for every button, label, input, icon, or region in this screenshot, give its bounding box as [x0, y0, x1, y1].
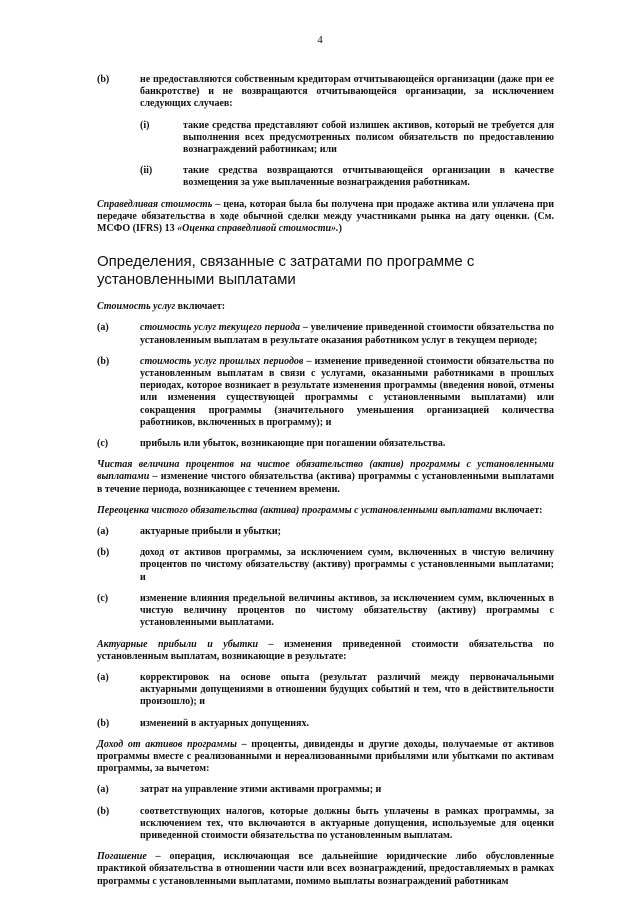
definition-term: Актуарные прибыли и убытки: [97, 638, 259, 650]
service-cost-item-c: [97, 438, 554, 450]
definition-text: – изменения приведенной стоимости обязательства по установленным выплатам, возникающие в результате:: [97, 638, 554, 662]
list-label: (b): [97, 717, 110, 729]
list-label: (b): [97, 355, 110, 367]
list-text: изменений в актуарных допущениях.: [140, 717, 309, 729]
definition-term: Чистая величина процентов на чистое обязательство (актив) программы с установленными выплатами: [97, 459, 554, 483]
remeasurement-intro: [97, 505, 554, 517]
service-cost-item-a: [97, 322, 554, 346]
page-number: 4: [317, 34, 323, 46]
definition-actuarial: [97, 639, 554, 663]
list-item-b: [97, 74, 554, 111]
definition-term: Справедливая стоимость: [97, 198, 213, 210]
list-label: (b): [97, 805, 110, 817]
definition-tail: ): [338, 223, 342, 235]
list-text: актуарные прибыли и убытки;: [140, 526, 281, 538]
list-label: (c): [97, 438, 109, 450]
sublist-text: такие средства возвращаются отчитывающейся организации в качестве возмещения за уже выплаченные вознаграждения работникам.: [183, 165, 554, 189]
definition-text: включает:: [492, 504, 543, 516]
definition-plan-assets-return: [97, 739, 554, 776]
definition-text: – проценты, дивиденды и другие доходы, получаемые от активов программы вместе с реализованными и нереализованными прибылями или убытками по активам программы, за вычетом:: [97, 738, 555, 775]
plan-assets-item-a: [97, 784, 554, 796]
definition-term: Стоимость услуг: [97, 301, 176, 313]
sublist-text: такие средства представляют собой излишек активов, который не требуется для выполнения всех предусмотренных полисом обязательств по предоставлению вознаграждений работникам; или: [183, 119, 554, 156]
list-label: (c): [97, 592, 109, 604]
list-text: затрат на управление этими активами программы; и: [140, 784, 382, 796]
service-cost-intro: [97, 301, 554, 313]
definition-text: – операция, исключающая все дальнейшие юридические либо обусловленные практикой обязательства в отношении части или всех вознаграждений, предоставляемых в рамках программы с установленными выплатами, помимо выплаты вознаграждений работникам: [97, 851, 554, 887]
list-label: (b): [97, 547, 110, 559]
sublist-label: (ii): [140, 165, 153, 177]
plan-assets-item-b: [97, 806, 554, 843]
standard-reference: «Оценка справедливой стоимости».: [177, 223, 339, 235]
definition-text: – цена, которая была бы получена при продаже актива или уплачена при передаче обязательства в ходе обычной сделки между участниками рынка на дату оценки. (См. МСФО (IFRS) 13: [97, 198, 554, 235]
list-text: доход от активов программы, за исключением сумм, включенных в чистую величину процентов по чистому обязательству (активу) программы с установленными выплатами; и: [140, 547, 554, 583]
service-cost-item-b: [97, 356, 554, 429]
list-text: корректировок на основе опыта (результат различий между первоначальными актуарными допущениями в отношении будущих событий и тем, что в действительности произошло); и: [140, 671, 554, 708]
remeasurement-item-b: [97, 547, 554, 584]
sublist-item-ii: [140, 165, 554, 189]
section-heading: Определения, связанные с затратами по программе с установленными выплатами: [97, 253, 475, 289]
definition-term: стоимость услуг текущего периода: [140, 322, 301, 334]
definition-term: стоимость услуг прошлых периодов: [140, 355, 304, 367]
definition-text: включает:: [175, 301, 226, 313]
list-label: (a): [97, 322, 109, 334]
definition-term: Погашение: [97, 851, 147, 863]
remeasurement-item-a: [97, 526, 554, 538]
definition-term: Переоценка чистого обязательства (актива) программы с установленными выплатами: [97, 504, 493, 516]
remeasurement-item-c: [97, 593, 554, 630]
definition-text: – увеличение приведенной стоимости обязательства по установленным выплатам в результате оказания работником услуг в текущем периоде;: [140, 322, 554, 346]
definition-net-interest: [97, 459, 554, 496]
actuarial-item-b: [97, 718, 554, 730]
definition-term: Доход от активов программы: [97, 738, 237, 750]
list-text: не предоставляются собственным кредиторам отчитывающейся организации (даже при ее банкротстве) и не возвращаются отчитывающейся организации, за исключением следующих случаев:: [140, 74, 554, 110]
list-text: соответствующих налогов, которые должны быть уплачены в рамках программы, за исключением тех, что включаются в актуарные допущения, используемые для оценки приведенной стоимости обязательства по установленным выплатам.: [140, 805, 554, 841]
list-label: (a): [97, 671, 109, 683]
sublist-label: (i): [140, 119, 150, 131]
definition-fair-value: [97, 199, 554, 236]
definition-text: – изменение чистого обязательства (актива) программы с установленными выплатами в течение периода, возникающее с течением времени.: [97, 471, 554, 495]
definition-text: – изменение приведенной стоимости обязательства по установленным выплатам в связи с услугами, оказанными работниками в прошлых периодах, которое возникает в результате изменения программы (введения новой, отмены или изменения существующей программы с установленными выплатами) или сокращения программы (значительного уменьшения организацией количества работников, включенных в программу); и: [140, 355, 554, 428]
list-text: прибыль или убыток, возникающие при погашении обязательства.: [140, 438, 446, 450]
page-content: [97, 74, 554, 897]
list-label: (a): [97, 784, 109, 796]
definition-settlement: [97, 851, 554, 888]
list-label: (a): [97, 526, 109, 538]
list-text: [140, 356, 554, 429]
list-label: (b): [97, 74, 110, 85]
list-text: изменение влияния предельной величины активов, за исключением сумм, включенных в чистую величину процентов по чистому обязательству (активу) программы с установленными выплатами.: [140, 592, 554, 629]
sublist-item-i: [140, 120, 554, 157]
list-text: [140, 322, 554, 346]
actuarial-item-a: [97, 672, 554, 709]
